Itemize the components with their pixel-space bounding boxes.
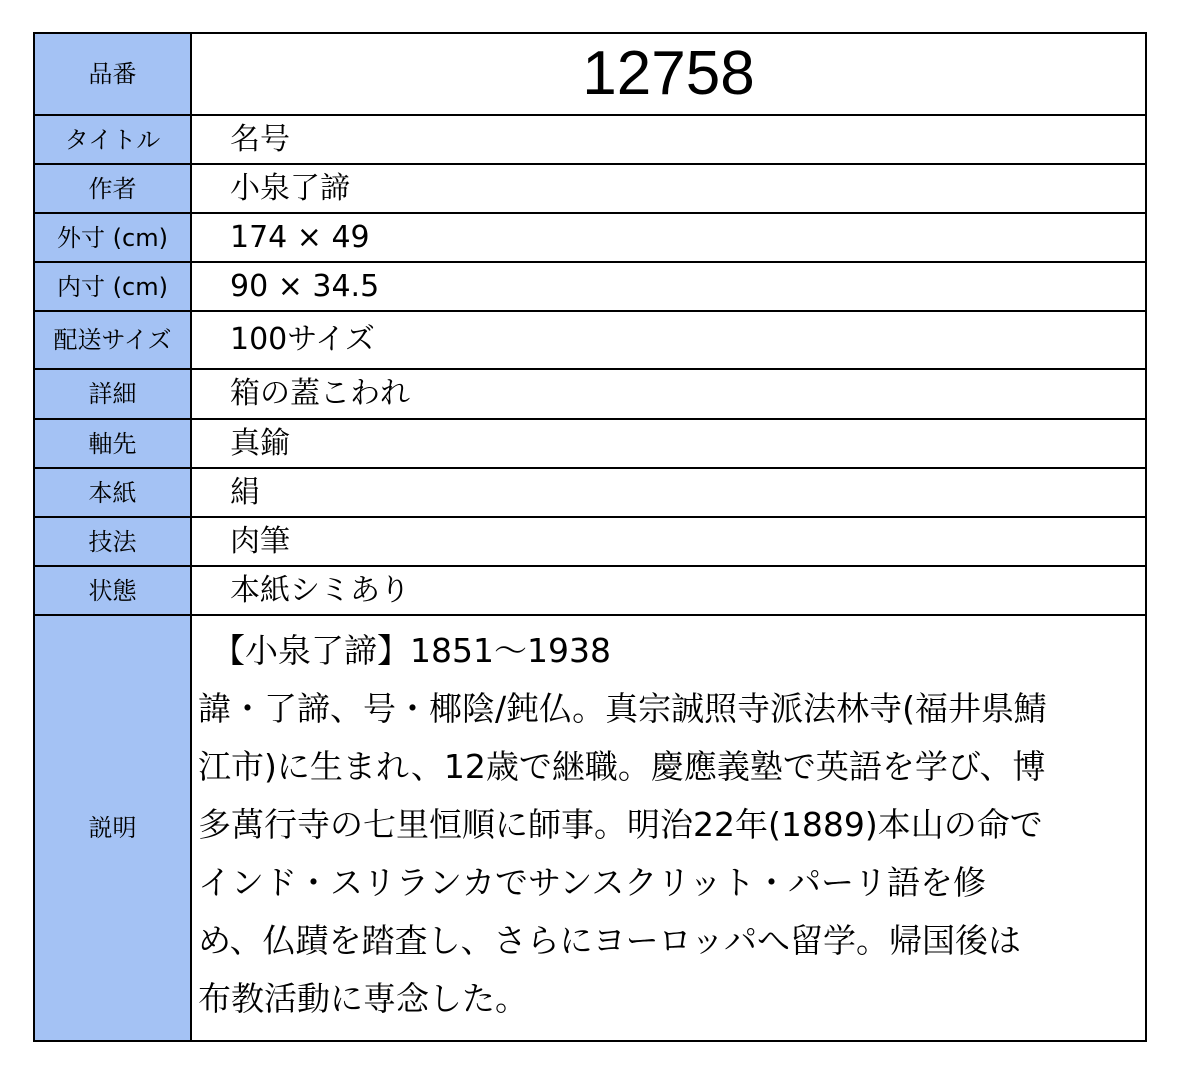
row-author [34,164,1146,213]
item-number-label: 品番 [34,33,191,115]
row-title [34,115,1146,164]
description-line: 布教活動に専念した。 [198,979,528,1018]
description-line: 諱・了諦、号・椰陰/鈍仏。真宗誠照寺派法林寺(福井県鯖 [198,689,1047,728]
description-line: 【小泉了諦】1851〜1938 [212,631,611,670]
row-inner-size [34,262,1146,311]
description-text [191,615,1146,1041]
product-info-table [33,32,1147,1042]
description-line: インド・スリランカでサンスクリット・パーリ語を修 [198,863,987,902]
row-details [34,369,1146,419]
row-base-material [34,468,1146,517]
roller-ends-label: 軸先 [34,419,191,468]
description-line: 多萬行寺の七里恒順に師事。明治22年(1889)本山の命で [198,805,1043,844]
description-line: め、仏蹟を踏査し、さらにヨーロッパへ留学。帰国後は [198,921,1022,960]
condition-value: 本紙シミあり [191,566,1146,615]
title-label: タイトル [34,115,191,164]
technique-value: 肉筆 [191,517,1146,566]
description-line: 江市)に生まれ、12歳で継職。慶應義塾で英語を学び、博 [198,747,1046,786]
condition-label: 状態 [34,566,191,615]
row-condition [34,566,1146,615]
details-label: 詳細 [34,369,191,419]
author-label: 作者 [34,164,191,213]
outer-size-label: 外寸 (cm) [34,213,191,262]
row-technique [34,517,1146,566]
base-material-value: 絹 [191,468,1146,517]
shipping-size-value: 100サイズ [191,311,1146,369]
row-outer-size [34,213,1146,262]
row-shipping-size [34,311,1146,369]
description-label: 説明 [34,615,191,1041]
roller-ends-value: 真鍮 [191,419,1146,468]
title-value: 名号 [191,115,1146,164]
inner-size-value: 90 × 34.5 [191,262,1146,311]
shipping-size-label: 配送サイズ [34,311,191,369]
item-number-value: 12758 [191,33,1146,115]
row-item-number [34,33,1146,115]
row-description [34,615,1146,1041]
outer-size-value: 174 × 49 [191,213,1146,262]
technique-label: 技法 [34,517,191,566]
base-material-label: 本紙 [34,468,191,517]
author-value: 小泉了諦 [191,164,1146,213]
details-value: 箱の蓋こわれ [191,369,1146,419]
inner-size-label: 内寸 (cm) [34,262,191,311]
row-roller-ends [34,419,1146,468]
